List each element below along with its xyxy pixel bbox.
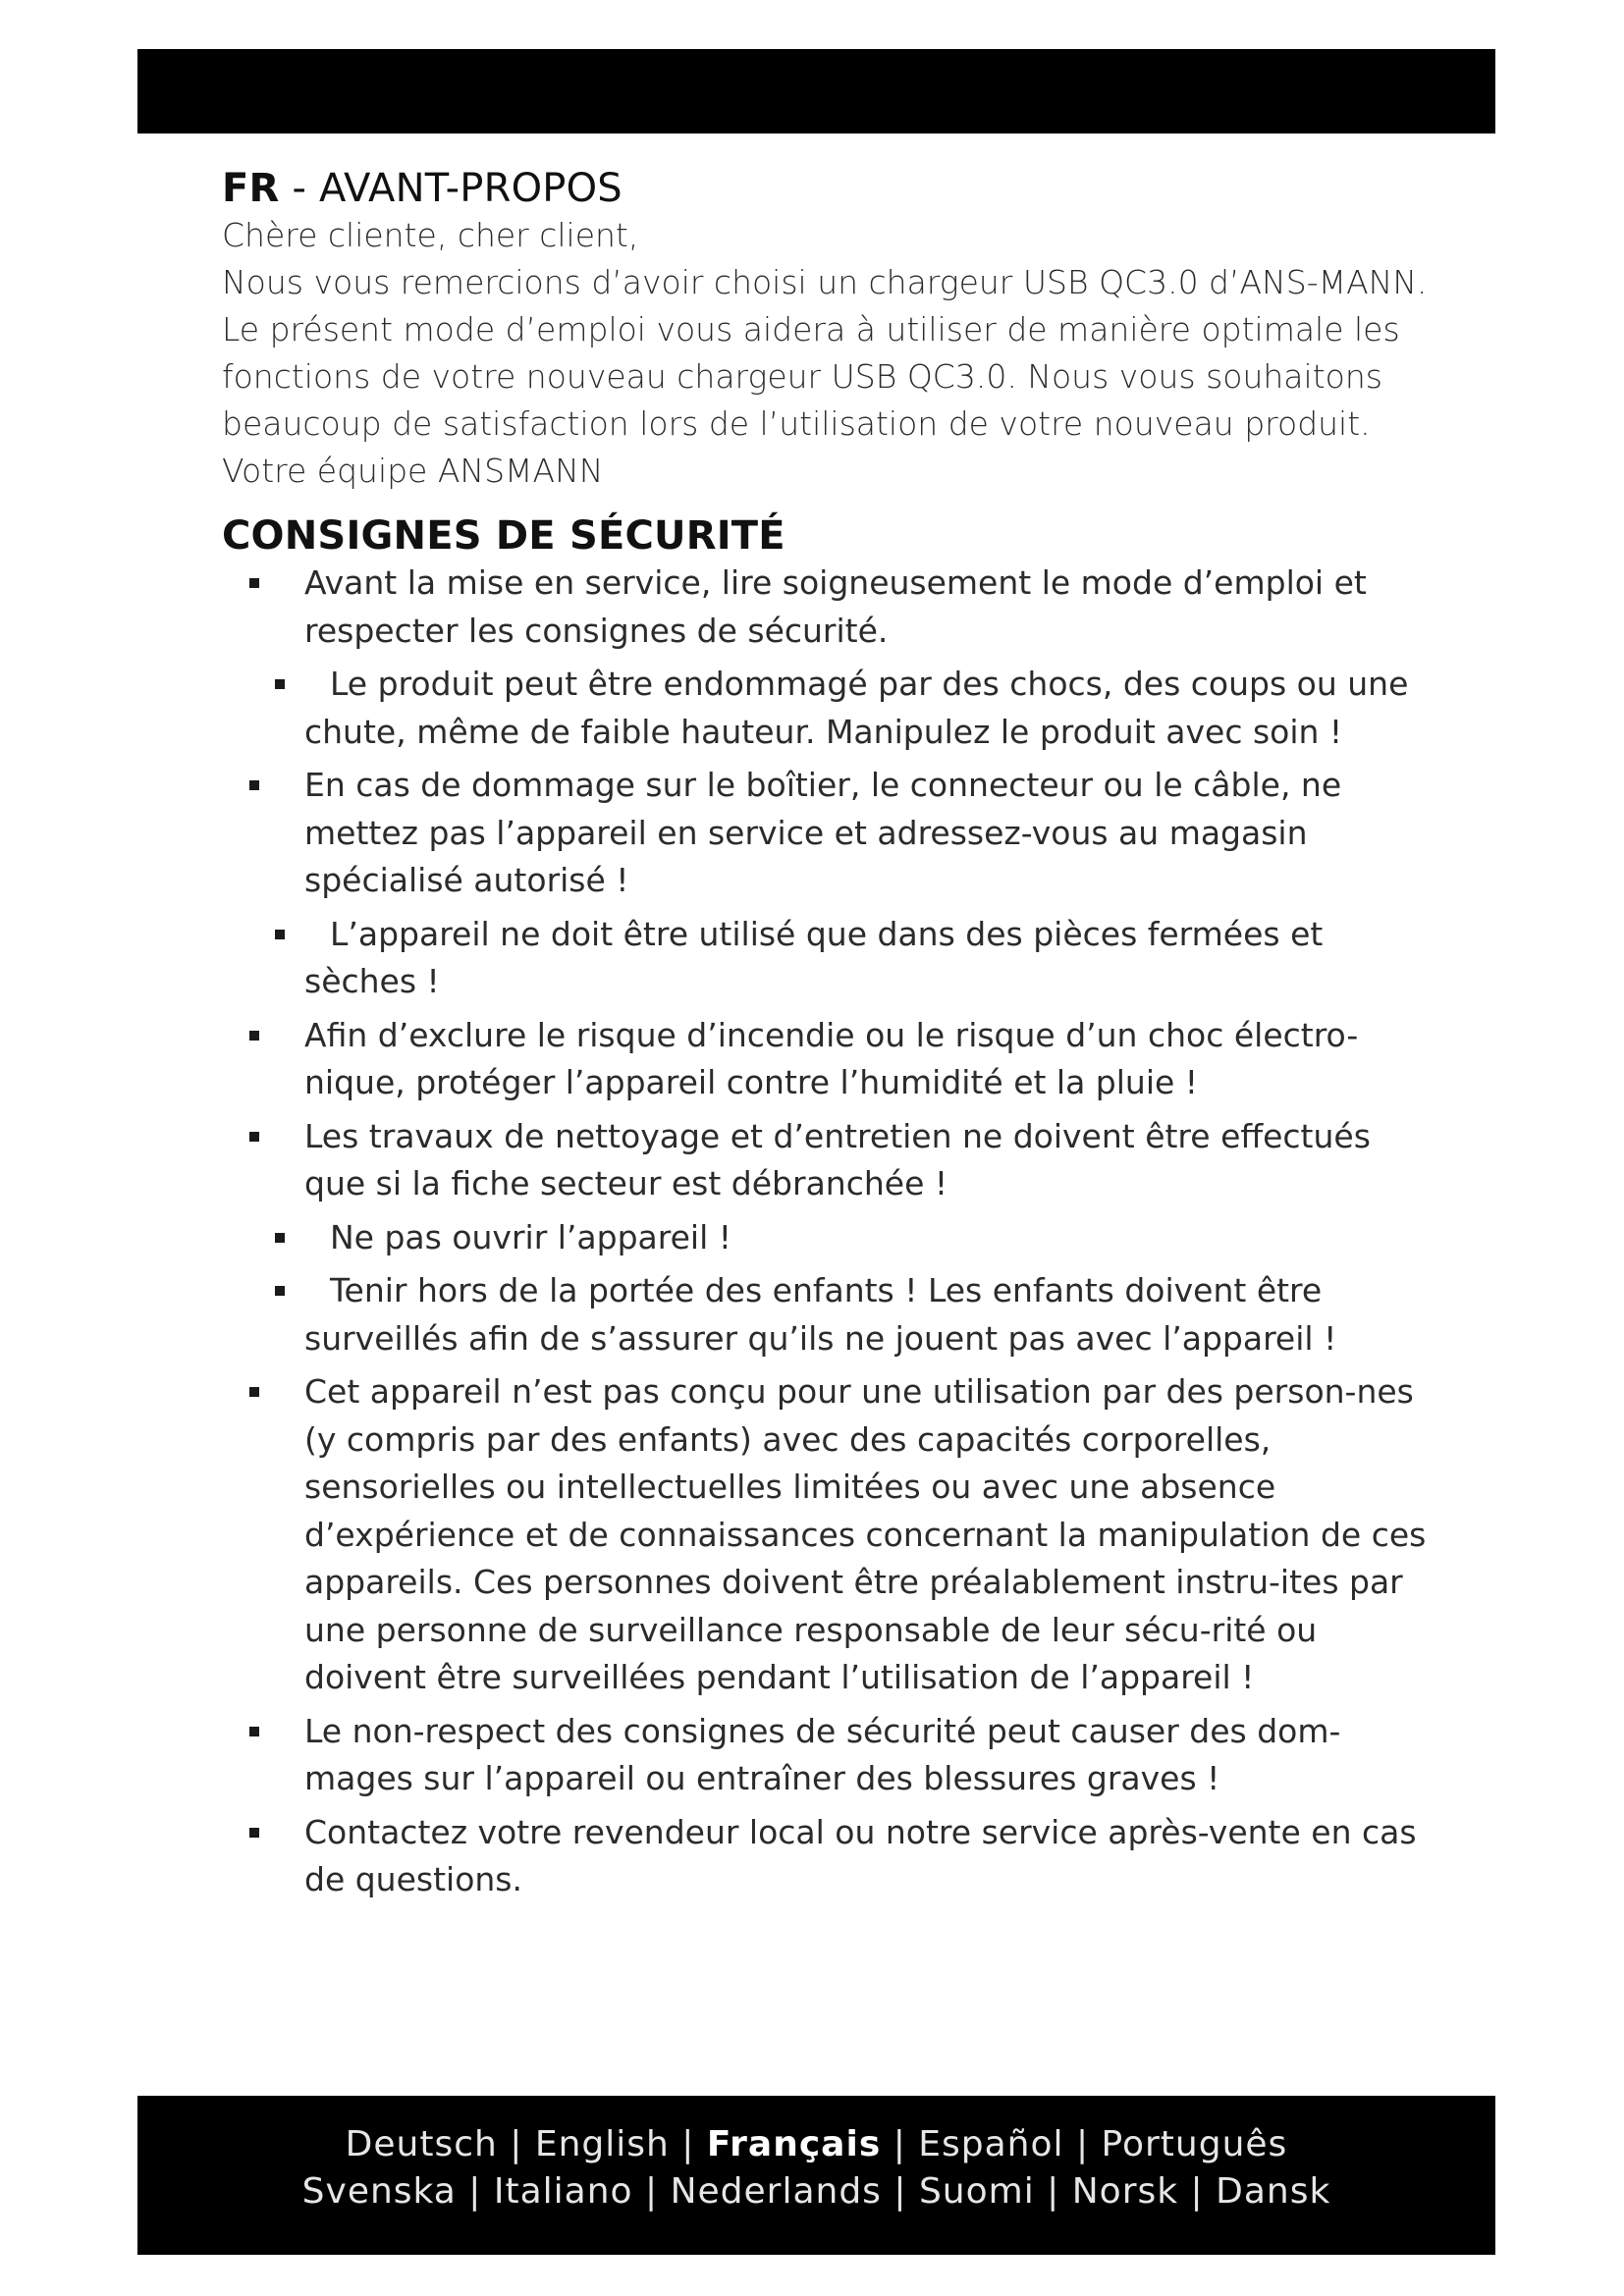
language-link[interactable]: Deutsch <box>345 2124 498 2164</box>
safety-item <box>222 661 1430 756</box>
safety-item-text: Tenir hors de la portée des enfants ! Les enfants doivent être surveillés afin de s’assurer qu’ils ne jouent pas avec l’appareil ! <box>304 1271 1337 1358</box>
square-bullet-icon <box>275 930 285 939</box>
language-separator: | <box>632 2171 671 2212</box>
safety-item-text: Afin d’exclure le risque d’incendie ou le risque d’un choc électro-nique, protéger l’appareil contre l’humidité et la pluie ! <box>304 1015 1359 1101</box>
square-bullet-icon <box>249 1031 259 1041</box>
title-text: - AVANT-PROPOS <box>279 166 623 211</box>
page-title <box>222 165 1430 212</box>
language-line-2 <box>137 2168 1495 2216</box>
square-bullet-icon <box>249 1828 259 1838</box>
safety-item-text: Cet appareil n’est pas conçu pour une utilisation par des person-nes (y compris par des enfants) avec des capacités corporelles, sensorielles ou intellectuelles limitées ou avec une absence d’expérience et de connaissances concernant la manipulation de ces appareils. Ces personnes doivent être préalablement instru-ites par une personne de surveillance responsable de leur sécu-rité ou doivent être surveillées pendant l’utilisation de l’appareil ! <box>304 1372 1427 1696</box>
safety-heading: CONSIGNES DE SÉCURITÉ <box>222 513 785 559</box>
language-link[interactable]: Français <box>706 2124 882 2164</box>
language-separator: | <box>881 2171 919 2212</box>
safety-item <box>222 560 1430 655</box>
language-separator: | <box>456 2171 494 2212</box>
language-separator: | <box>1034 2171 1072 2212</box>
safety-item <box>222 911 1430 1006</box>
top-black-bar <box>137 49 1495 133</box>
safety-item-text: Les travaux de nettoyage et d’entretien ne doivent être effectués que si la fiche secteur est débranchée ! <box>304 1116 1371 1202</box>
safety-item-text: Contactez votre revendeur local ou notre service après-vente en cas de questions. <box>304 1812 1417 1898</box>
safety-item-text: L’appareil ne doit être utilisé que dans des pièces fermées et sèches ! <box>304 914 1324 1000</box>
language-link[interactable]: Italiano <box>493 2171 633 2212</box>
square-bullet-icon <box>249 780 259 790</box>
language-separator: | <box>1063 2124 1102 2164</box>
signature: Votre équipe ANSMANN <box>222 452 604 490</box>
safety-item <box>222 762 1430 905</box>
greeting: Chère cliente, cher client, <box>222 216 639 254</box>
safety-item-text: Le non-respect des consignes de sécurité peut causer des dom-mages sur l’appareil ou entraîner des blessures graves ! <box>304 1711 1341 1797</box>
square-bullet-icon <box>249 1387 259 1397</box>
language-footer <box>137 2096 1495 2255</box>
safety-item <box>222 1708 1430 1803</box>
language-link[interactable]: Español <box>918 2124 1064 2164</box>
language-link[interactable]: Português <box>1101 2124 1288 2164</box>
square-bullet-icon <box>249 1727 259 1736</box>
language-separator: | <box>1178 2171 1217 2212</box>
language-separator: | <box>669 2124 707 2164</box>
square-bullet-icon <box>249 1132 259 1142</box>
safety-item-text: Ne pas ouvrir l’appareil ! <box>330 1217 731 1256</box>
safety-item <box>222 1214 1430 1262</box>
intro-paragraph: Nous vous remercions d’avoir choisi un chargeur USB QC3.0 d’ANS-MANN. Le présent mode d’emploi vous aidera à utiliser de manière optimale les fonctions de votre nouveau chargeur USB QC3.0. Nous vous souhaitons beaucoup de satisfaction lors de l’utilisation de votre nouveau produit. <box>222 263 1428 443</box>
language-line-1 <box>137 2121 1495 2168</box>
safety-item-text: En cas de dommage sur le boîtier, le connecteur ou le câble, ne mettez pas l’appareil en service et adressez-vous au magasin spécialisé autorisé ! <box>304 766 1342 899</box>
safety-item <box>222 1113 1430 1208</box>
page-content <box>222 165 1430 1910</box>
language-code: FR <box>222 166 280 211</box>
language-link[interactable]: Norsk <box>1071 2171 1179 2212</box>
language-link[interactable]: Nederlands <box>670 2171 882 2212</box>
safety-item <box>222 1267 1430 1362</box>
square-bullet-icon <box>275 679 285 689</box>
safety-item <box>222 1368 1430 1702</box>
language-separator: | <box>497 2124 535 2164</box>
language-link[interactable]: English <box>534 2124 670 2164</box>
safety-item-text: Le produit peut être endommagé par des chocs, des coups ou une chute, même de faible hauteur. Manipulez le produit avec soin ! <box>304 665 1409 751</box>
language-link[interactable]: Suomi <box>918 2171 1035 2212</box>
safety-list <box>222 560 1430 1904</box>
square-bullet-icon <box>275 1286 285 1296</box>
square-bullet-icon <box>249 578 259 588</box>
language-separator: | <box>881 2124 919 2164</box>
language-link[interactable]: Dansk <box>1216 2171 1331 2212</box>
safety-item <box>222 1012 1430 1107</box>
language-link[interactable]: Svenska <box>301 2171 457 2212</box>
square-bullet-icon <box>275 1233 285 1243</box>
safety-item-text: Avant la mise en service, lire soigneusement le mode d’emploi et respecter les consignes de sécurité. <box>304 563 1367 650</box>
safety-item <box>222 1809 1430 1904</box>
